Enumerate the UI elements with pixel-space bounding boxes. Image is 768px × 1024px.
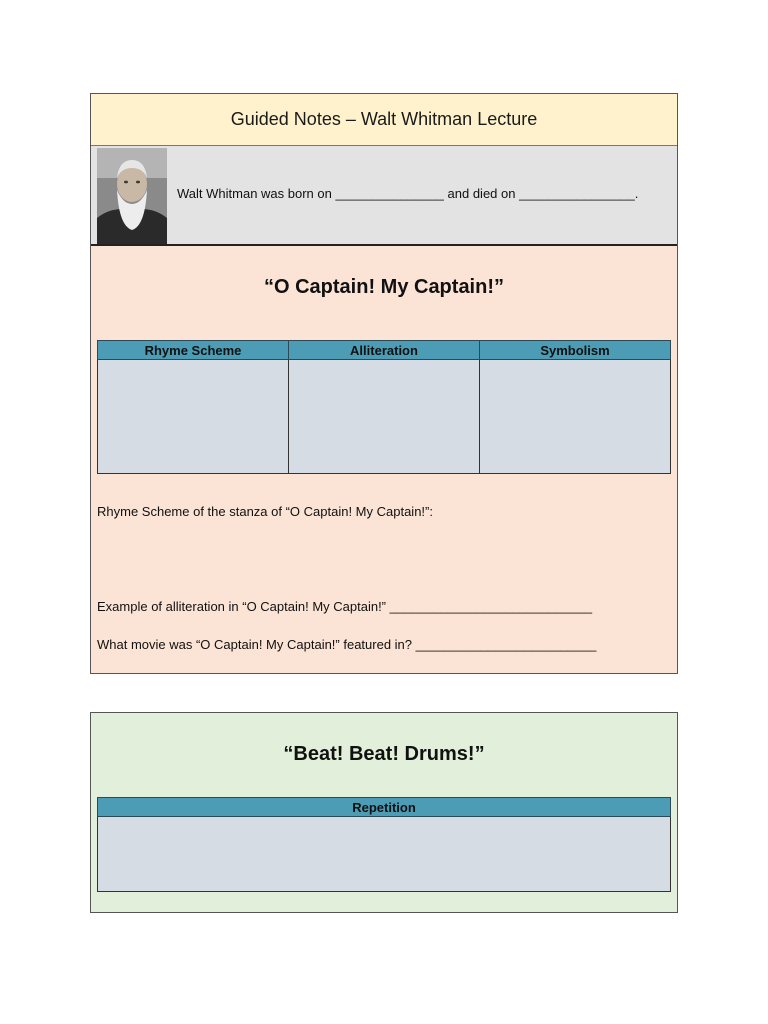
symbolism-notes-cell[interactable]: [480, 360, 671, 474]
walt-whitman-portrait: [97, 148, 167, 244]
poem-title-beat-drums: “Beat! Beat! Drums!”: [283, 743, 485, 765]
column-header-rhyme-scheme: Rhyme Scheme: [98, 341, 289, 360]
alliteration-question: Example of alliteration in “O Captain! My Captain!” ____________________________: [97, 599, 593, 614]
bio-section: [91, 146, 677, 246]
column-header-alliteration: Alliteration: [289, 341, 480, 360]
column-header-repetition: Repetition: [98, 798, 671, 817]
rhyme-scheme-notes-cell[interactable]: [98, 360, 289, 474]
worksheet-title: Guided Notes – Walt Whitman Lecture: [91, 94, 677, 146]
column-header-symbolism: Symbolism: [480, 341, 671, 360]
beat-drums-notes-table: [97, 797, 671, 892]
birth-death-prompt: Walt Whitman was born on _______________ and died on ________________.: [177, 186, 639, 201]
movie-question: What movie was “O Captain! My Captain!” featured in? _________________________: [97, 637, 597, 652]
poem-title-o-captain: “O Captain! My Captain!”: [263, 276, 504, 298]
guided-notes-sheet-o-captain: [90, 93, 678, 674]
guided-notes-sheet-beat-drums: [90, 712, 678, 913]
alliteration-notes-cell[interactable]: [289, 360, 480, 474]
repetition-notes-cell[interactable]: [98, 817, 671, 892]
rhyme-scheme-question: Rhyme Scheme of the stanza of “O Captain! My Captain!”:: [97, 504, 433, 519]
o-captain-notes-table: [97, 340, 671, 474]
